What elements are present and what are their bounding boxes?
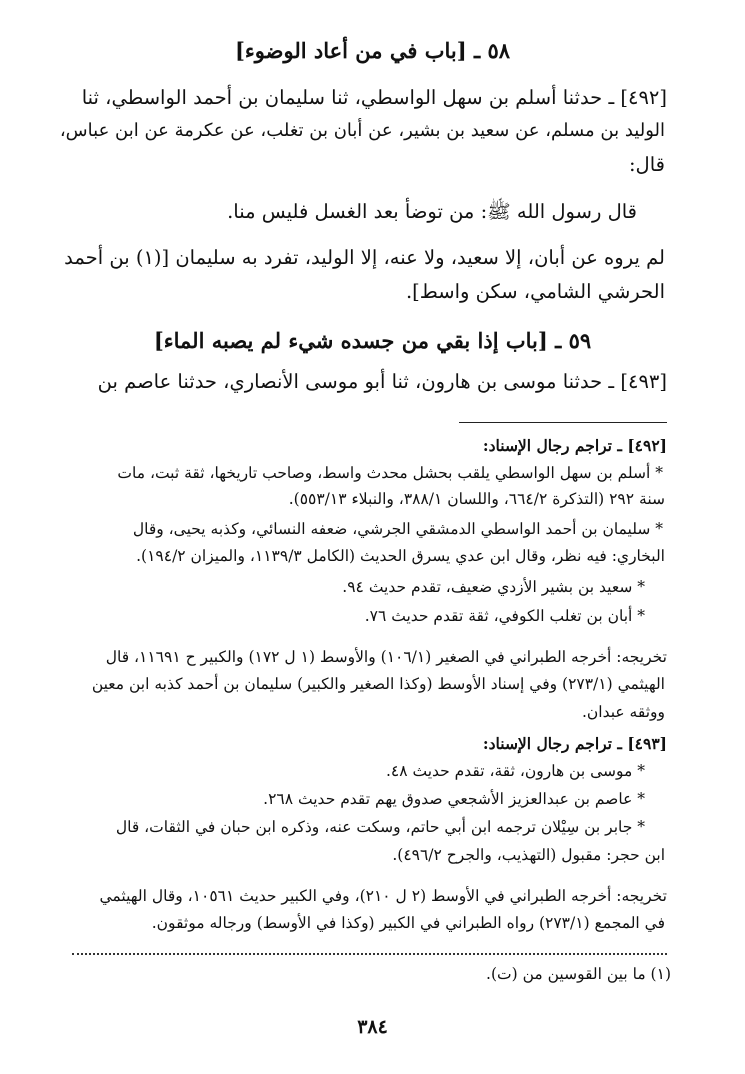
hadith-493-line-1: [٤٩٣] ـ حدثنا موسى بن هارون، ثنا أبو موسى الأنصاري، حدثنا عاصم بن	[97, 370, 667, 393]
hadith-492-line-2: الوليد بن مسلم، عن سعيد بن بشير، عن أبان بن تغلب، عن عكرمة عن ابن عباس،	[59, 120, 665, 141]
note-493-takhrij: في المجمع (٢٧٣/١) رواه الطبراني في الكبير (وكذا في الأوسط) ورجاله موثقون.	[151, 914, 665, 932]
hadith-492-text: قال رسول الله ﷺ: من توضأ بعد الغسل فليس منا.	[227, 200, 637, 223]
chapter-58-heading: ٥٨ ـ [باب في من أعاد الوضوء]	[235, 38, 510, 63]
note-492-line: * أبان بن تغلب الكوفي، ثقة تقدم حديث ٧٦.	[364, 607, 645, 625]
note-492-line: البخاري: فيه نظر، وقال ابن عدي يسرق الحديث (الكامل ١١٣٩/٣، والميزان ١٩٤/٢).	[136, 547, 665, 565]
hadith-492-line-1: [٤٩٢] ـ حدثنا أسلم بن سهل الواسطي، ثنا سليمان بن أحمد الواسطي، ثنا	[81, 86, 667, 109]
note-492-takhrij: ووثقه عبدان.	[581, 703, 665, 721]
footnote-1: (١) ما بين القوسين من (ت).	[486, 965, 671, 983]
chapter-59-heading: ٥٩ ـ [باب إذا بقي من جسده شيء لم يصبه الماء]	[153, 328, 592, 353]
note-493-line: ابن حجر: مقبول (التهذيب، والجرح ٤٩٦/٢).	[392, 846, 665, 864]
note-492-takhrij: تخريجه: أخرجه الطبراني في الصغير (١٠٦/١) والأوسط (١ ل ١٧٢) والكبير ح ١١٦٩١، قال	[105, 648, 667, 666]
hadith-492-line-3: قال:	[628, 153, 665, 176]
note-493-title: [٤٩٣] ـ تراجم رجال الإسناد:	[482, 734, 667, 753]
note-492-line: * سعيد بن بشير الأزدي ضعيف، تقدم حديث ٩٤.	[342, 578, 645, 596]
note-493-takhrij: تخريجه: أخرجه الطبراني في الأوسط (٢ ل ٢١٠)، وفي الكبير حديث ١٠٥٦١، وقال الهيثمي	[99, 887, 667, 905]
note-492-line: سنة ٢٩٢ (التذكرة ٦٦٤/٢، واللسان ٣٨٨/١، والنبلاء ٥٥٣/١٣).	[288, 490, 665, 508]
note-493-line: * عاصم بن عبدالعزيز الأشجعي صدوق يهم تقدم حديث ٢٦٨.	[263, 790, 645, 808]
page-number: ٣٨٤	[357, 1016, 388, 1038]
note-493-line: * جابر بن سِيْلان ترجمه ابن أبي حاتم، وسكت عنه، وذكره ابن حبان في الثقات، قال	[115, 818, 645, 836]
footnote-dotted-separator	[72, 953, 667, 955]
footnote-separator	[459, 422, 667, 423]
note-492-line: * أسلم بن سهل الواسطي يلقب بحشل محدث واسط، وصاحب تاريخها، ثقة ثبت، مات	[117, 464, 663, 482]
hadith-492-comment-line-2: الحرشي الشامي، سكن واسط].	[405, 280, 665, 303]
note-492-title: [٤٩٢] ـ تراجم رجال الإسناد:	[482, 436, 667, 455]
note-492-takhrij: الهيثمي (٢٧٣/١) وفي إسناد الأوسط (وكذا الصغير والكبير) سليمان بن أحمد كذبه ابن معين	[91, 675, 665, 693]
hadith-492-comment-line-1: لم يروه عن أبان، إلا سعيد، ولا عنه، إلا الوليد، تفرد به سليمان [(١) بن أحمد	[64, 246, 665, 269]
note-492-line: * سليمان بن أحمد الواسطي الدمشقي الجرشي، ضعفه النسائي، وكذبه يحيى، وقال	[132, 520, 663, 538]
note-493-line: * موسى بن هارون، ثقة، تقدم حديث ٤٨.	[385, 762, 645, 780]
